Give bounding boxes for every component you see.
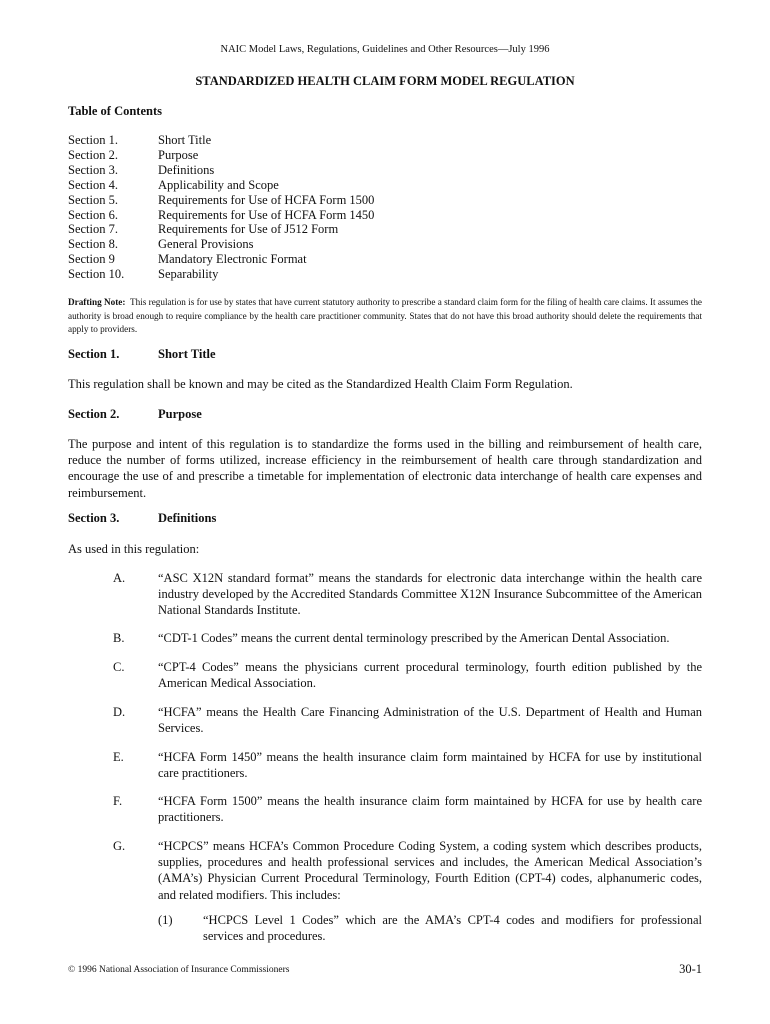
definition-letter: G. bbox=[113, 839, 126, 853]
definition-text: “HCFA Form 1500” means the health insurance claim form maintained by HCFA for use by health care practitioners. bbox=[158, 794, 702, 825]
toc-item-title: Mandatory Electronic Format bbox=[158, 252, 307, 267]
drafting-note-label: Drafting Note: bbox=[68, 297, 126, 307]
definition-text: “CPT-4 Codes” means the physicians current procedural terminology, fourth edition published by the American Medical Association. bbox=[158, 660, 702, 691]
section-number: Section 1. bbox=[68, 347, 120, 361]
section-heading bbox=[68, 407, 202, 422]
toc-item bbox=[68, 267, 374, 282]
definition-text: “ASC X12N standard format” means the standards for electronic data interchange within the health care industry developed by the Accredited Standards Committee X12N Insurance Subcommittee of the American National Standards Institute. bbox=[158, 571, 702, 618]
section-heading bbox=[68, 511, 216, 526]
subdefinition-text: “HCPCS Level 1 Codes” which are the AMA’s CPT-4 codes and modifiers for professional services and procedures. bbox=[203, 913, 702, 944]
toc-item-number: Section 7. bbox=[68, 222, 118, 237]
definition-item bbox=[113, 704, 702, 736]
definition-item bbox=[113, 838, 702, 903]
toc-item-number: Section 10. bbox=[68, 267, 125, 282]
toc-item-number: Section 1. bbox=[68, 133, 118, 147]
definition-letter: F. bbox=[113, 794, 123, 808]
definition-letter: B. bbox=[113, 631, 125, 645]
toc-item bbox=[68, 148, 374, 163]
definition-letter: E. bbox=[113, 750, 124, 764]
definition-item bbox=[113, 749, 702, 781]
drafting-note-text: This regulation is for use by states that have current statutory authority to prescribe a standard claim form for the filing of health care claims. It assumes the authority is broad enough to require compliance by the health care practitioner community. States that do not have this broad authority should delete the requirements that apply to providers. bbox=[68, 297, 702, 334]
toc-item-title: Short Title bbox=[158, 133, 212, 147]
toc-item bbox=[68, 252, 374, 267]
toc-item bbox=[68, 237, 374, 252]
definition-letter: A. bbox=[113, 571, 126, 585]
toc-item-number: Section 8. bbox=[68, 237, 118, 252]
drafting-note bbox=[68, 296, 702, 337]
toc-item-title: Requirements for Use of HCFA Form 1500 bbox=[158, 192, 375, 207]
subdefinition-number: (1) bbox=[158, 913, 173, 927]
toc-item-number: Section 5. bbox=[68, 192, 118, 207]
definition-item bbox=[113, 630, 702, 646]
toc-item-number: Section 2. bbox=[68, 147, 118, 162]
section-title: Purpose bbox=[158, 407, 202, 421]
toc-item-number: Section 6. bbox=[68, 207, 118, 222]
section-body: The purpose and intent of this regulation is to standardize the forms used in the billing and reimbursement of health care, reduce the number of forms utilized, increase efficiency in the reimbursement of health care through standardization and encourage the use of and prescribe a timetable for implementation of electronic data interchange of health care expenses and reimbursement. bbox=[68, 437, 702, 500]
definition-item bbox=[113, 793, 702, 825]
definition-item bbox=[113, 570, 702, 619]
toc-item bbox=[68, 133, 374, 148]
toc-item-title: Applicability and Scope bbox=[158, 177, 279, 192]
toc-item bbox=[68, 222, 374, 237]
definition-item bbox=[113, 659, 702, 691]
toc-item-number: Section 3. bbox=[68, 162, 118, 177]
toc-item-number: Section 4. bbox=[68, 177, 118, 192]
toc-item-title: General Provisions bbox=[158, 237, 254, 252]
section-body: This regulation shall be known and may be cited as the Standardized Health Claim Form Regulation. bbox=[68, 377, 573, 391]
toc-item-title: Requirements for Use of J512 Form bbox=[158, 222, 339, 237]
toc-item bbox=[68, 208, 374, 223]
page-number: 30-1 bbox=[679, 962, 702, 976]
section-body: As used in this regulation: bbox=[68, 542, 200, 556]
definition-text: “HCFA” means the Health Care Financing Administration of the U.S. Department of Health and Human Services. bbox=[158, 705, 702, 736]
section-number: Section 3. bbox=[68, 511, 120, 525]
section-title: Short Title bbox=[158, 347, 216, 361]
definition-letter: D. bbox=[113, 705, 126, 719]
toc-heading: Table of Contents bbox=[68, 104, 162, 118]
toc-item-title: Definitions bbox=[158, 162, 215, 177]
toc-item bbox=[68, 163, 374, 178]
toc-item-number: Section 9 bbox=[68, 252, 115, 267]
footer-copyright: © 1996 National Association of Insurance Commissioners bbox=[68, 965, 290, 975]
table-of-contents bbox=[68, 133, 374, 282]
running-header: NAIC Model Laws, Regulations, Guidelines and Other Resources—July 1996 bbox=[220, 44, 550, 55]
definition-text: “HCFA Form 1450” means the health insurance claim form maintained by HCFA for use by institutional care practitioners. bbox=[158, 750, 702, 781]
definition-text: “HCPCS” means HCFA’s Common Procedure Coding System, a coding system which describes products, supplies, procedures and health professional services and includes, the American Medical Association’s (AMA’s) Physician Current Procedural Terminology, Fourth Edition (CPT-4) codes, alphanumeric codes, and related modifiers. This includes: bbox=[158, 839, 702, 902]
toc-item bbox=[68, 193, 374, 208]
section-title: Definitions bbox=[158, 511, 217, 525]
toc-item-title: Separability bbox=[158, 267, 219, 282]
document-title: STANDARDIZED HEALTH CLAIM FORM MODEL REGULATION bbox=[195, 74, 575, 88]
toc-item-title: Requirements for Use of HCFA Form 1450 bbox=[158, 207, 375, 222]
toc-item-title: Purpose bbox=[158, 147, 199, 162]
definition-text: “CDT-1 Codes” means the current dental terminology prescribed by the American Dental Association. bbox=[158, 631, 670, 645]
section-heading bbox=[68, 347, 216, 362]
toc-item bbox=[68, 178, 374, 193]
section-number: Section 2. bbox=[68, 407, 120, 421]
definition-letter: C. bbox=[113, 660, 125, 674]
subdefinition-item bbox=[158, 912, 702, 944]
